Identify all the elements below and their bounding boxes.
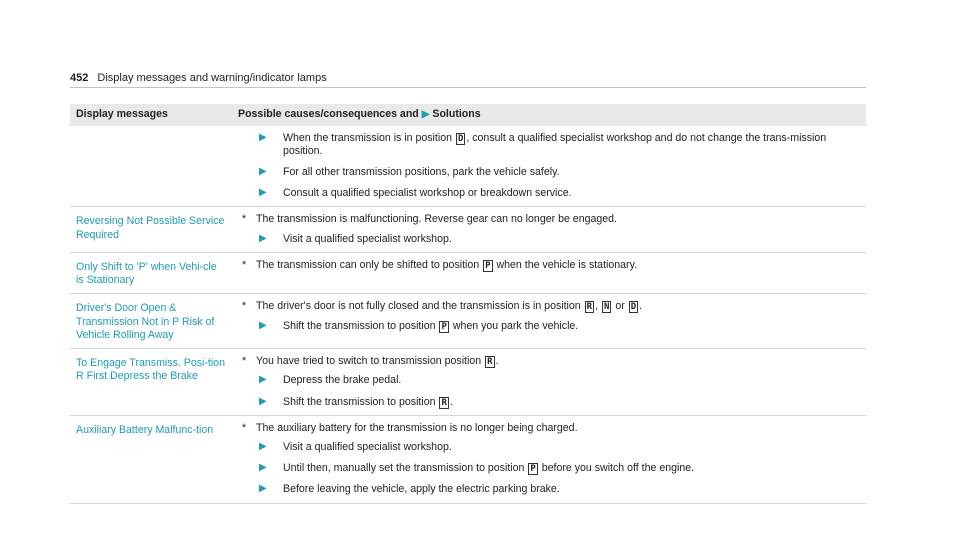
solution-step: [238, 462, 860, 475]
solution-step: [238, 166, 860, 179]
asterisk-marker: *: [242, 421, 247, 434]
causes-solutions: [232, 252, 866, 293]
solution-step: [238, 396, 860, 409]
play-arrow-icon: [238, 483, 283, 496]
display-message: [70, 126, 232, 207]
col-header-causes-label: Possible causes/consequences and: [238, 108, 419, 120]
display-message: Auxiliary Battery Malfunc-tion: [70, 415, 232, 503]
display-message: Only Shift to 'P' when Vehi-cle is Stationary: [70, 252, 232, 293]
line-text: Shift the transmission to position R .: [283, 395, 453, 408]
solution-step: [238, 483, 860, 496]
gear-position-symbol: D: [457, 133, 464, 144]
line-text: Shift the transmission to position P when you park the vehicle.: [283, 319, 579, 332]
gear-position-symbol: R: [586, 302, 593, 313]
solution-step: [238, 132, 860, 158]
cause-text: [238, 213, 860, 226]
line-text: Until then, manually set the transmission to position P before you switch off the engine.: [283, 462, 695, 475]
line-text: Consult a qualified specialist workshop or breakdown service.: [283, 187, 572, 200]
solution-step: [238, 187, 860, 200]
play-arrow-icon: [238, 233, 283, 246]
cause-text: [238, 300, 860, 313]
line-text: You have tried to switch to transmission position R .: [256, 355, 499, 368]
play-arrow-icon: [238, 396, 283, 409]
table-row: [70, 207, 866, 252]
gear-position-symbol: R: [487, 357, 493, 368]
asterisk-marker: *: [242, 213, 247, 226]
play-arrow-icon: [238, 462, 283, 475]
gear-position-symbol: P: [530, 464, 536, 475]
line-text: The transmission is malfunctioning. Reverse gear can no longer be engaged.: [256, 213, 617, 226]
solution-step: [238, 441, 860, 454]
causes-solutions: [232, 126, 866, 207]
col-header-messages: Display messages: [70, 104, 232, 126]
asterisk-marker: *: [242, 258, 247, 271]
line-text: Before leaving the vehicle, apply the electric parking brake.: [283, 483, 560, 496]
solution-step: [238, 320, 860, 333]
table-row: [70, 126, 866, 207]
gear-position-symbol: D: [630, 302, 637, 313]
page-header: [70, 72, 327, 84]
play-arrow-icon: [238, 374, 283, 387]
header-divider: [70, 87, 866, 88]
display-message: Reversing Not Possible Service Required: [70, 207, 232, 252]
cause-text: [238, 422, 860, 435]
solution-step: [238, 233, 860, 246]
gear-position-symbol: R: [441, 397, 447, 408]
display-message: Driver's Door Open & Transmission Not in P Risk of Vehicle Rolling Away: [70, 294, 232, 349]
gear-position-symbol: P: [485, 260, 491, 271]
line-text: Depress the brake pedal.: [283, 374, 402, 387]
table-row: [70, 349, 866, 416]
play-arrow-icon: [238, 132, 283, 145]
causes-solutions: [232, 207, 866, 252]
table-row: [70, 252, 866, 293]
line-text: The driver's door is not fully closed and the transmission is in position R , N or D .: [256, 300, 643, 313]
line-text: Visit a qualified specialist workshop.: [283, 232, 452, 245]
cause-text: [238, 259, 860, 272]
table-row: [70, 415, 866, 503]
play-arrow-icon: [238, 187, 283, 200]
play-arrow-icon: [238, 166, 283, 179]
table-header-row: [70, 104, 866, 126]
causes-solutions: [232, 349, 866, 416]
page-number: 452: [70, 72, 89, 84]
line-text: The auxiliary battery for the transmission is no longer being charged.: [256, 421, 578, 434]
messages-table: [70, 104, 866, 504]
line-text: The transmission can only be shifted to position P when the vehicle is stationary.: [256, 258, 638, 271]
line-text: Visit a qualified specialist workshop.: [283, 441, 452, 454]
asterisk-marker: *: [242, 355, 247, 368]
display-message: To Engage Transmiss. Posi-tion R First Depress the Brake: [70, 349, 232, 416]
play-arrow-icon: [238, 320, 283, 333]
solution-step: [238, 374, 860, 387]
line-text: For all other transmission positions, park the vehicle safely.: [283, 165, 560, 178]
cause-text: [238, 355, 860, 368]
line-text: When the transmission is in position D , consult a qualified specialist workshop and do not change the trans-mission position.: [283, 131, 827, 157]
gear-position-symbol: N: [603, 302, 610, 313]
gear-position-symbol: P: [441, 321, 447, 332]
play-arrow-icon: ▶: [421, 109, 430, 120]
causes-solutions: [232, 415, 866, 503]
causes-solutions: [232, 294, 866, 349]
page-title: Display messages and warning/indicator lamps: [97, 72, 327, 84]
table-row: [70, 294, 866, 349]
col-header-causes: [232, 104, 866, 126]
asterisk-marker: *: [242, 300, 247, 313]
play-arrow-icon: [238, 441, 283, 454]
col-header-solutions-label: Solutions: [432, 108, 481, 120]
